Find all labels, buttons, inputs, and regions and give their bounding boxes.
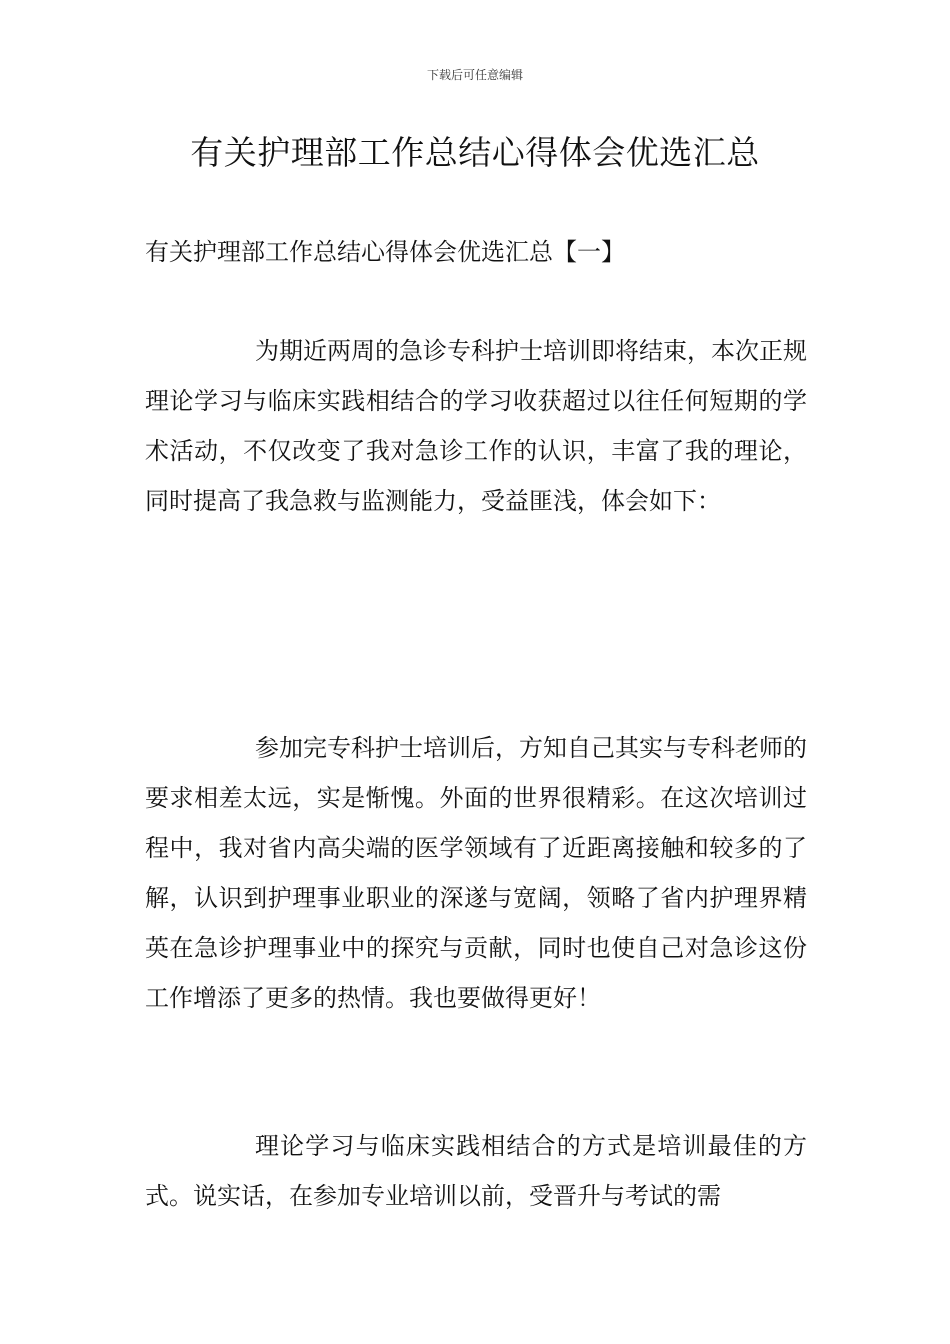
paragraph-3: 理论学习与临床实践相结合的方式是培训最佳的方式。说实话，在参加专业培训以前，受晋升与考试的需	[145, 1132, 807, 1210]
section-heading: 有关护理部工作总结心得体会优选汇总【一】	[145, 238, 625, 266]
paragraph-2: 参加完专科护士培训后，方知自己其实与专科老师的要求相差太远，实是惭愧。外面的世界很精彩。在这次培训过程中，我对省内高尖端的医学领域有了近距离接触和较多的了解，认识到护理事业职业的深遂与宽阔，领略了省内护理界精英在急诊护理事业中的探究与贡献，同时也使自己对急诊这份工作增添了更多的热情。我也要做得更好！	[145, 734, 807, 1012]
header-note: 下载后可任意编辑	[426, 68, 523, 82]
document-title: 有关护理部工作总结心得体会优选汇总	[190, 133, 760, 172]
paragraph-1: 为期近两周的急诊专科护士培训即将结束，本次正规理论学习与临床实践相结合的学习收获超过以往任何短期的学术活动，不仅改变了我对急诊工作的认识，丰富了我的理论，同时提高了我急救与监测能力，受益匪浅，体会如下：	[145, 337, 807, 515]
